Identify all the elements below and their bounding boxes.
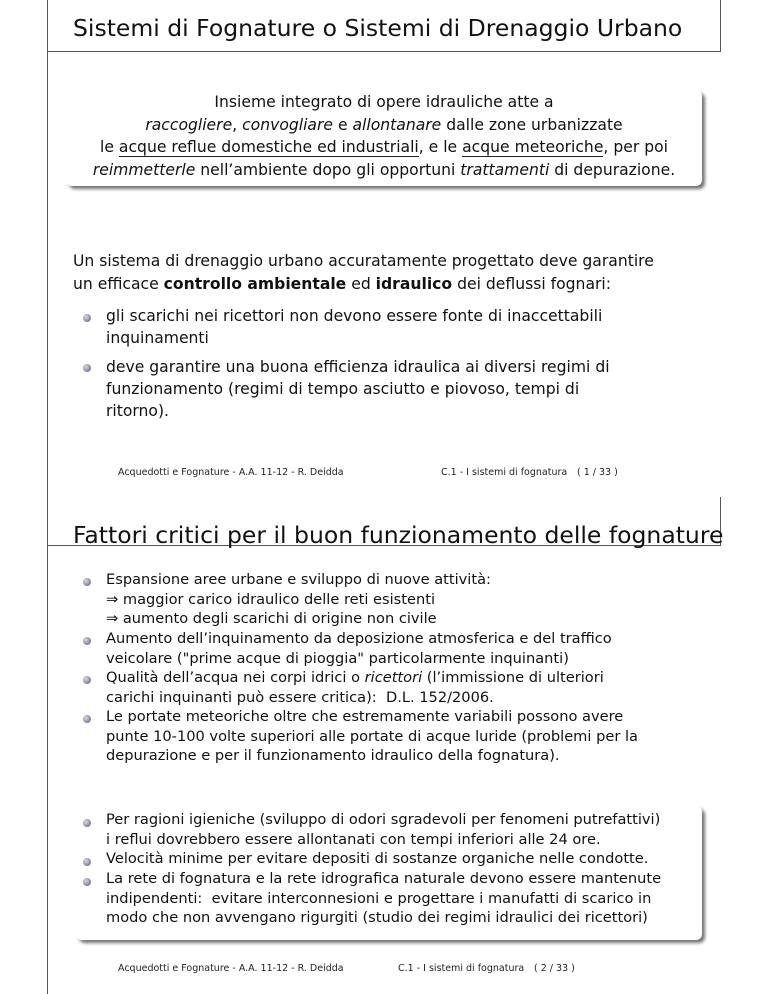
list-item: Le portate meteoriche oltre che estremamente variabili possono avere punte 10-100 volte superiori alle portate di acque luride (problemi per la depurazione e per il funzionamento idraulico della fognatura). <box>106 708 638 764</box>
slide-left-border <box>47 497 48 994</box>
list-item: Qualità dell’acqua nei corpi idrici o ricettori (l’immissione di ulteriori carichi inquinanti può essere critica): D.L. 152/2006. <box>106 669 604 706</box>
bullet-icon <box>83 578 91 586</box>
list-item: deve garantire una buona efficienza idraulica ai diversi regimi di funzionamento (regimi di tempo asciutto e piovoso, tempi di ritorno). <box>106 358 610 420</box>
slide-right-border <box>720 0 721 52</box>
slide-left-border <box>47 0 48 497</box>
list-item: Velocità minime per evitare depositi di sostanze organiche nelle condotte. <box>106 850 649 867</box>
slide-title: Fattori critici per il buon funzionamento delle fognature <box>73 521 724 549</box>
title-underline <box>47 51 721 52</box>
footer-section: C.1 - I sistemi di fognatura <box>398 963 525 974</box>
definition-line-4: reimmetterle nell’ambiente dopo gli opportuni trattamenti di depurazione. <box>92 160 676 179</box>
bullet-icon <box>83 715 91 723</box>
footer-course: Acquedotti e Fognature - A.A. 11-12 - R. Deidda <box>118 963 344 974</box>
bullet-icon <box>83 819 91 827</box>
definition-line-3: le acque reflue domestiche ed industriali, e le acque meteoriche, per poi <box>100 138 668 156</box>
slide-title: Sistemi di Fognature o Sistemi di Drenaggio Urbano <box>73 14 683 42</box>
list-item: La rete di fognatura e la rete idrografica naturale devono essere mantenute indipendenti: evitare interconnesioni e progettare i manufatti di scarico in modo che non avvengano rigurgiti (studio dei regimi idraulici dei ricettori) <box>106 870 662 926</box>
bullet-icon <box>83 878 91 886</box>
list-item: Per ragioni igieniche (sviluppo di odori sgradevoli per fenomeni putrefattivi) i reflui dovrebbero essere allontanati con tempi inferiori alle 24 ore. <box>106 811 661 848</box>
bullet-icon <box>83 637 91 645</box>
footer-page-number: ( 1 / 33 ) <box>577 467 618 478</box>
bullet-icon <box>83 364 91 372</box>
list-item: Espansione aree urbane e sviluppo di nuove attività: ⇒ maggior carico idraulico delle reti esistenti ⇒ aumento degli scarichi di origine non civile <box>106 571 491 627</box>
footer-course: Acquedotti e Fognature - A.A. 11-12 - R. Deidda <box>118 467 344 478</box>
definition-line-1: Insieme integrato di opere idrauliche atte a <box>214 93 554 111</box>
definition-text <box>66 91 702 181</box>
list-item: Aumento dell’inquinamento da deposizione atmosferica e del traffico veicolare ("prime acque di pioggia" particolarmente inquinanti) <box>106 630 612 667</box>
footer-section: C.1 - I sistemi di fognatura <box>441 467 568 478</box>
intro-paragraph: Un sistema di drenaggio urbano accuratamente progettato deve garantire un efficace controllo ambientale ed idraulico dei deflussi fognari: <box>73 252 654 293</box>
footer-page-number: ( 2 / 33 ) <box>534 963 575 974</box>
list-item: gli scarichi nei ricettori non devono essere fonte di inaccettabili inquinamenti <box>106 307 603 347</box>
bullet-icon <box>83 314 91 322</box>
bullet-icon <box>83 676 91 684</box>
slide-2 <box>0 497 768 994</box>
definition-line-2: raccogliere, convogliare e allontanare dalle zone urbanizzate <box>145 115 623 134</box>
bullet-icon <box>83 858 91 866</box>
